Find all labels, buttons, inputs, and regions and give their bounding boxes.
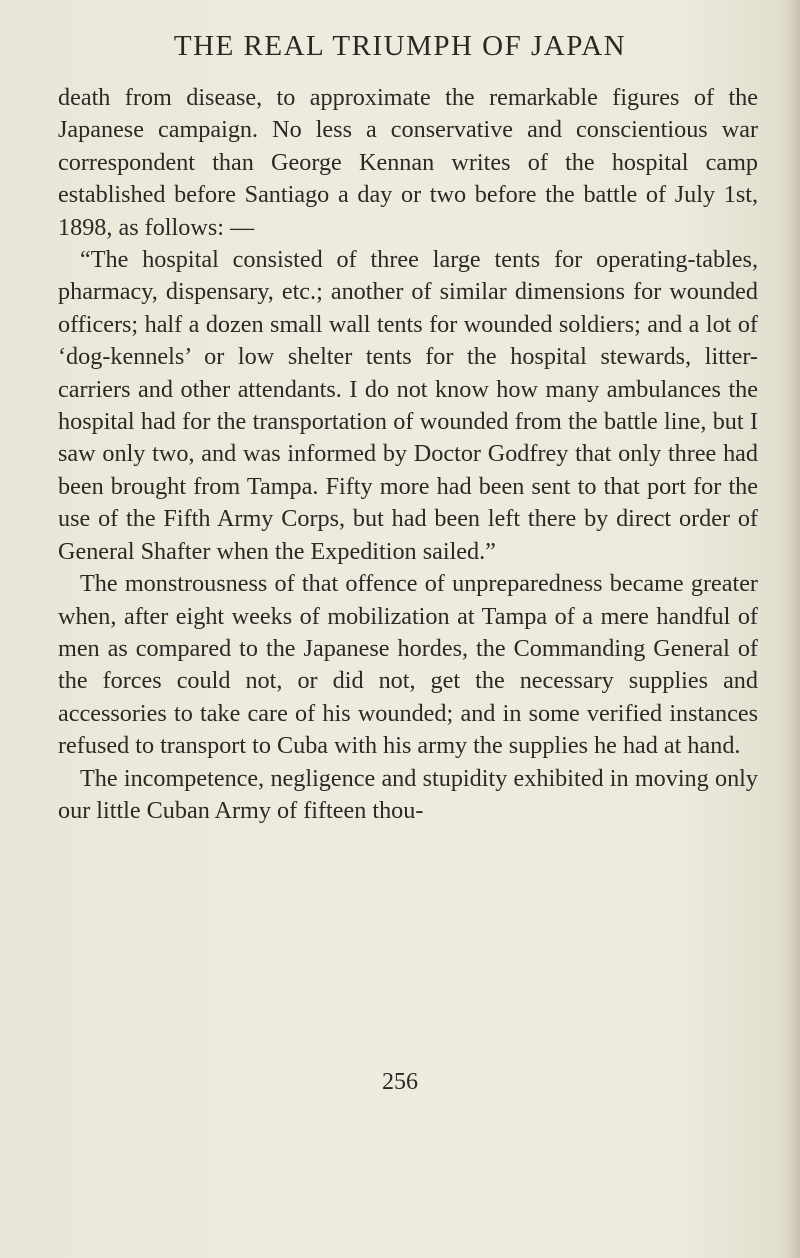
paragraph-3: The monstrousness of that offence of unpreparedness became greater when, after eight weeks of mobilization at Tampa of a mere handful of men as compared to the Japanese hordes, the Commanding General of the forces could not, or did not, get the necessary supplies and accessories to take care of his wounded; and in some verified instances refused to transport to Cuba with his army the supplies he had at hand. [58, 570, 758, 760]
paragraph-1: death from disease, to approximate the remarkable figures of the Japanese campaign. No less a conservative and conscientious war correspondent than George Kennan writes of the hospital camp established before Santiago a day or two before the battle of July 1st, 1898, as follows: — [58, 84, 758, 241]
paragraph-4: The incompetence, negligence and stupidity exhibited in moving only our little Cuban Army of fifteen thou- [58, 764, 758, 824]
body-text [58, 82, 758, 827]
running-head: THE REAL TRIUMPH OF JAPAN [173, 30, 627, 62]
paragraph-2-quotation: “The hospital consisted of three large tents for operating-tables, pharmacy, dispensary, etc.; another of similar dimensions for wounded officers; half a dozen small wall tents for wounded soldiers; and a lot of ‘dog-kennels’ or low shelter tents for the hospital stewards, litter-carriers and other attendants. I do not know how many ambulances the hospital had for the transportation of wounded from the battle line, but I saw only two, and was informed by Doctor Godfrey that only three had been brought from Tampa. Fifty more had been sent to that port for the use of the Fifth Army Corps, but had been left there by direct order of General Shafter when the Expedition sailed.” [58, 246, 758, 565]
page-number: 256 [382, 1069, 418, 1095]
